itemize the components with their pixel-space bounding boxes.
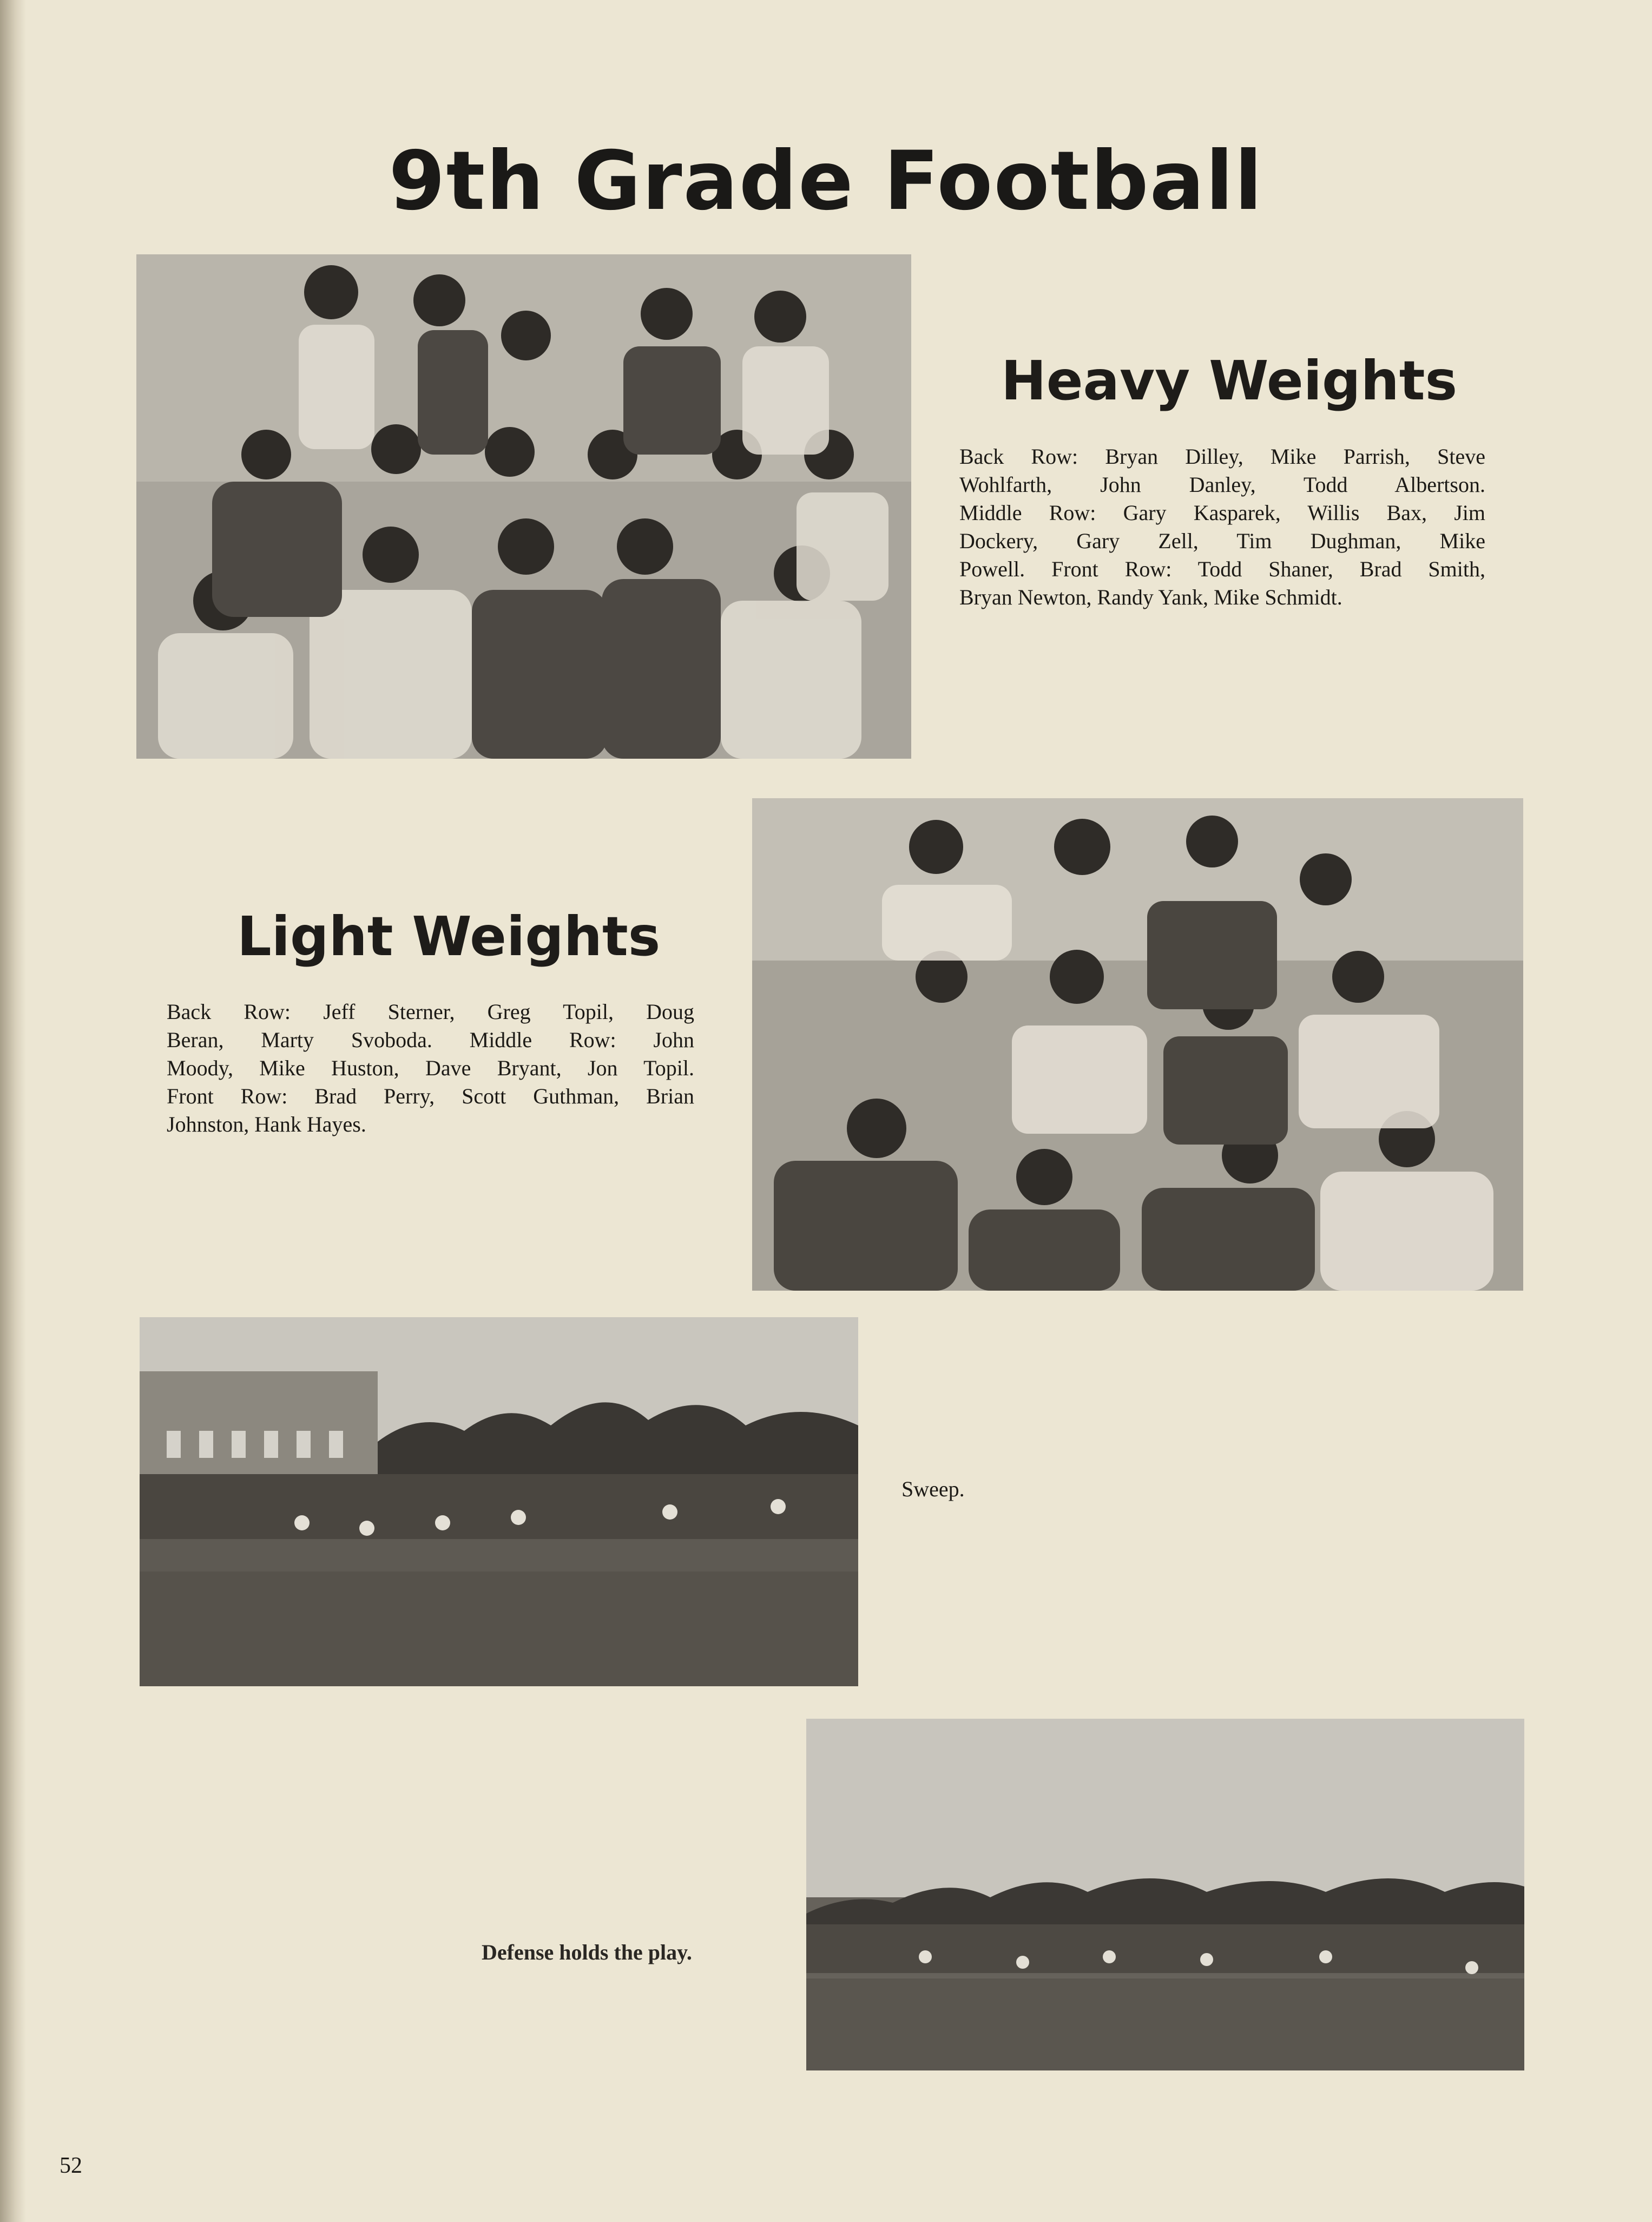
page-binding-edge: [0, 0, 26, 2222]
light-weights-heading: Light Weights: [237, 905, 661, 968]
sweep-action-photo: [140, 1317, 858, 1686]
sweep-caption: Sweep.: [901, 1477, 965, 1501]
roster-line: Back Row: Jeff Sterner, Greg Topil, Doug: [167, 1000, 694, 1024]
defense-action-photo: [806, 1719, 1524, 2070]
roster-line: Front Row: Brad Perry, Scott Guthman, Brian: [167, 1084, 694, 1108]
heavy-weights-roster-caption: [959, 443, 1485, 612]
roster-line: Wohlfarth, John Danley, Todd Albertson.: [959, 472, 1485, 497]
roster-line: Powell. Front Row: Todd Shaner, Brad Smith,: [959, 557, 1485, 581]
light-weights-roster-caption: [167, 998, 694, 1139]
roster-line: Dockery, Gary Zell, Tim Dughman, Mike: [959, 529, 1485, 553]
page-number: 52: [60, 2153, 82, 2178]
roster-line: Back Row: Bryan Dilley, Mike Parrish, Steve: [959, 444, 1485, 469]
roster-line: Bryan Newton, Randy Yank, Mike Schmidt.: [959, 585, 1342, 609]
heavy-weights-team-photo: [136, 254, 911, 759]
roster-line: Middle Row: Gary Kasparek, Willis Bax, Jim: [959, 501, 1485, 525]
page-title: 9th Grade Football: [389, 134, 1263, 228]
roster-line: Beran, Marty Svoboda. Middle Row: John: [167, 1028, 694, 1052]
light-weights-team-photo: [752, 798, 1523, 1291]
heavy-weights-heading: Heavy Weights: [1001, 349, 1458, 412]
roster-line: Moody, Mike Huston, Dave Bryant, Jon Topil.: [167, 1056, 694, 1080]
defense-caption: Defense holds the play.: [482, 1940, 692, 1964]
roster-line: Johnston, Hank Hayes.: [167, 1112, 366, 1136]
